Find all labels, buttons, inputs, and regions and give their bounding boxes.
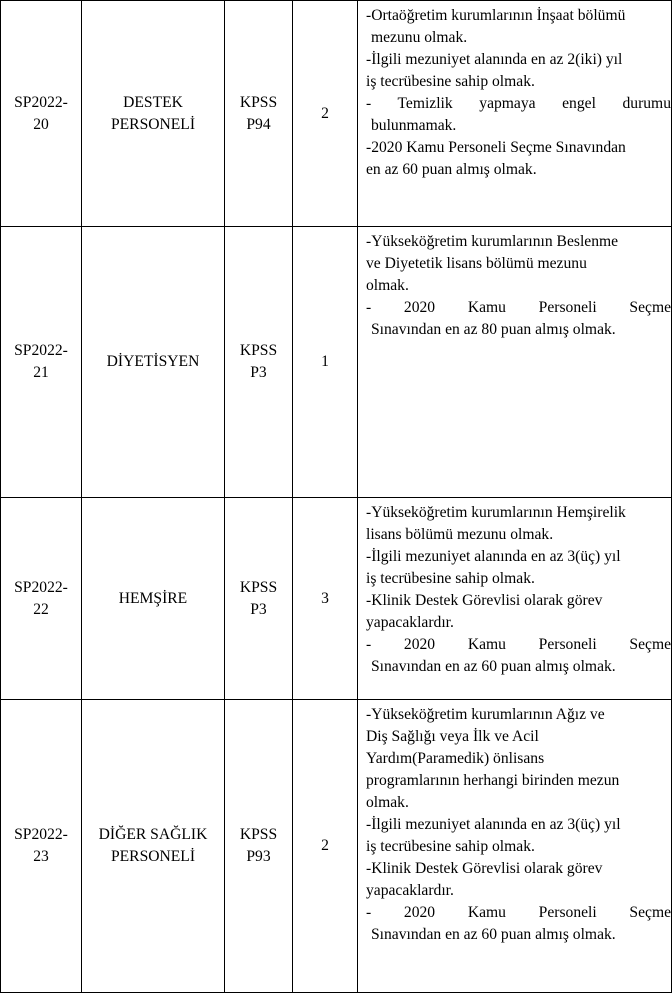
requirement-line: programlarının herhangi birinden mezun bbox=[366, 772, 620, 789]
exam-score-type-cell bbox=[225, 700, 293, 993]
requirement-line: -2020 Kamu Personeli Seçme Sınavından bbox=[366, 139, 626, 156]
position-title-cell bbox=[82, 700, 225, 993]
requirement-line: -İlgili mezuniyet alanında en az 3(üç) yıl bbox=[366, 548, 621, 565]
requirement-line: - 2020 Kamu Personeli Seçme bbox=[366, 299, 671, 316]
requirement-line: -Klinik Destek Görevlisi olarak görev bbox=[366, 592, 603, 609]
position-title: DİYETİSYEN bbox=[106, 353, 200, 370]
requirement-line: iş tecrübesine sahip olmak. bbox=[366, 838, 535, 855]
requirement-line: en az 60 puan almış olmak. bbox=[366, 161, 537, 178]
exam-score-type-cell bbox=[225, 227, 293, 498]
position-title: DESTEK bbox=[123, 93, 183, 111]
requirement-line: iş tecrübesine sahip olmak. bbox=[366, 73, 535, 90]
position-code: 22 bbox=[33, 600, 49, 618]
position-count-cell bbox=[293, 700, 358, 993]
position-title: DİĞER SAĞLIK bbox=[98, 826, 208, 843]
requirement-line: -Yükseköğretim kurumlarının Hemşirelik bbox=[366, 504, 626, 521]
exam-score-type: P3 bbox=[250, 364, 267, 381]
position-code: SP2022- bbox=[14, 93, 68, 111]
position-code: 21 bbox=[33, 364, 49, 381]
position-code: 20 bbox=[33, 115, 49, 133]
requirement-line: -Ortaöğretim kurumlarının İnşaat bölümü bbox=[366, 7, 626, 24]
exam-score-type: P93 bbox=[246, 848, 271, 865]
exam-score-type-cell bbox=[225, 498, 293, 700]
position-title-cell bbox=[82, 498, 225, 700]
position-title: HEMŞİRE bbox=[118, 589, 188, 607]
position-code: SP2022- bbox=[14, 826, 68, 843]
requirement-line: Diş Sağlığı veya İlk ve Acil bbox=[366, 728, 539, 745]
position-code-cell bbox=[1, 700, 82, 993]
position-title: PERSONELİ bbox=[110, 848, 196, 865]
requirement-line: -Yükseköğretim kurumlarının Beslenme bbox=[366, 233, 619, 250]
requirement-line: Sınavından en az 60 puan almış olmak. bbox=[371, 926, 616, 943]
requirement-line: olmak. bbox=[366, 277, 409, 294]
requirement-line: iş tecrübesine sahip olmak. bbox=[366, 570, 535, 587]
position-count: 1 bbox=[321, 353, 329, 370]
requirement-line: ve Diyetetik lisans bölümü mezunu bbox=[366, 255, 587, 272]
position-code: 23 bbox=[33, 848, 49, 865]
exam-score-type-cell bbox=[225, 1, 293, 227]
table-row bbox=[1, 227, 672, 498]
requirement-line: yapacaklardır. bbox=[366, 614, 454, 631]
position-count: 3 bbox=[321, 589, 329, 607]
requirement-line: Sınavından en az 80 puan almış olmak. bbox=[371, 321, 616, 338]
requirement-line: lisans bölümü mezunu olmak. bbox=[366, 526, 554, 543]
position-count: 2 bbox=[321, 104, 329, 122]
requirement-line: yapacaklardır. bbox=[366, 882, 454, 899]
position-count-cell bbox=[293, 498, 358, 700]
positions-table-body bbox=[1, 1, 672, 993]
requirement-line: - 2020 Kamu Personeli Seçme bbox=[366, 636, 671, 653]
requirement-line: bulunmamak. bbox=[371, 117, 457, 134]
position-title-cell bbox=[82, 227, 225, 498]
requirement-line: -İlgili mezuniyet alanında en az 2(iki) yıl bbox=[366, 51, 623, 68]
position-count: 2 bbox=[321, 837, 329, 854]
position-code-cell bbox=[1, 227, 82, 498]
exam-score-type: KPSS bbox=[239, 342, 278, 359]
position-code: SP2022- bbox=[14, 342, 68, 359]
table-row bbox=[1, 700, 672, 993]
exam-score-type: P3 bbox=[250, 600, 267, 618]
exam-score-type: KPSS bbox=[239, 93, 278, 111]
exam-score-type: P94 bbox=[246, 115, 271, 133]
position-title-cell bbox=[82, 1, 225, 227]
requirements-cell bbox=[358, 700, 672, 993]
requirements-cell bbox=[358, 498, 672, 700]
requirement-line: - 2020 Kamu Personeli Seçme bbox=[366, 904, 671, 921]
requirement-line: Yardım(Paramedik) önlisans bbox=[366, 750, 545, 767]
position-code: SP2022- bbox=[14, 578, 68, 596]
requirement-line: -Yükseköğretim kurumlarının Ağız ve bbox=[366, 706, 605, 723]
requirement-line: -Klinik Destek Görevlisi olarak görev bbox=[366, 860, 603, 877]
position-title: PERSONELİ bbox=[110, 115, 196, 133]
table-row bbox=[1, 498, 672, 700]
requirement-line: mezunu olmak. bbox=[371, 29, 468, 46]
requirement-line: Sınavından en az 60 puan almış olmak. bbox=[371, 658, 616, 675]
exam-score-type: KPSS bbox=[239, 578, 278, 596]
exam-score-type: KPSS bbox=[239, 826, 278, 843]
position-code-cell bbox=[1, 498, 82, 700]
requirements-cell bbox=[358, 1, 672, 227]
position-code-cell bbox=[1, 1, 82, 227]
requirement-line: - Temizlik yapmaya engel durumu bbox=[366, 95, 671, 112]
requirement-line: olmak. bbox=[366, 794, 409, 811]
table-row bbox=[1, 1, 672, 227]
requirement-line: -İlgili mezuniyet alanında en az 3(üç) yıl bbox=[366, 816, 621, 833]
requirements-cell bbox=[358, 227, 672, 498]
position-count-cell bbox=[293, 227, 358, 498]
position-count-cell bbox=[293, 1, 358, 227]
